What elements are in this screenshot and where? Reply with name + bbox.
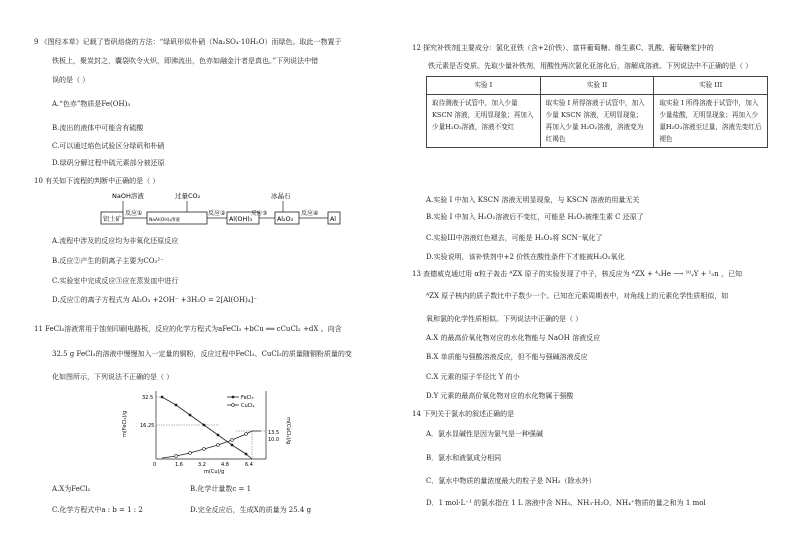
tick-6-4: 6.4: [245, 462, 253, 468]
tick-10-0: 10.0: [268, 437, 280, 443]
q13-line2: ᴬZX 原子核内的质子数比中子数少一个。已知在元素周期表中，对角线上的元素化学性质相似，如: [426, 292, 729, 300]
q13-option-a: A.X 的最高价氧化物对应的水化物能与 NaOH 溶液反应: [426, 334, 601, 342]
header-exp1: 实验 I: [427, 77, 541, 95]
q10-option-b: B.反应②产生的阴离子主要为CO₃²⁻: [52, 257, 164, 265]
q13-option-d: D.Y 元素的最高价氧化物对应的水化物属于强酸: [426, 392, 574, 400]
arrow2-label: 反应②: [208, 210, 226, 217]
header-exp3: 实验 III: [654, 77, 768, 95]
arrow3-label: 反应③: [251, 211, 268, 217]
q9-option-b: B.流出的液体中可能含有硫酸: [52, 124, 144, 132]
q12-option-a: A.实验 I 中加入 KSCN 溶液无明显现象，与 KSCN 溶液的用量无关: [426, 196, 640, 204]
tick-3-2: 3.2: [198, 462, 206, 468]
ylabel-right: m(CuCl₂)/g: [285, 417, 291, 445]
process-flow-diagram: [95, 190, 395, 234]
tick-1-6: 1.6: [175, 462, 183, 468]
box-al-label: Al: [330, 216, 337, 223]
q9-option-d: D.绿矾分解过程中硫元素部分被还原: [52, 159, 165, 167]
q11-option-c: C.化学方程式中a : b = 1 : 2: [52, 506, 143, 514]
q12-line1: 12 探究补铁剂[主要成分：氯化亚铁（含+2价铁）、富祥葡萄糖、维生素C、乳酸、葡萄糖浆]中的: [412, 44, 714, 52]
tick-32-5: 32.5: [142, 395, 154, 401]
cell-exp3: 取实验 I 所得溶液于试管中，加入少量盐酸，无明显现象；再加入少量H₂O₂溶液至过量，溶液先变红后褪色: [654, 95, 768, 148]
q10-option-a: A.流程中涉及的反应均为非氧化还原反应: [52, 237, 179, 245]
q13-option-b: B.X 单质能与强酸溶液反应，但不能与强碱溶液反应: [426, 353, 588, 361]
tick-13-5: 13.5: [268, 430, 280, 436]
legend-fecl3: FeCl₃: [241, 395, 254, 401]
q10-stem: 10 有关如下流程的判断中正确的是（ ）: [34, 177, 160, 185]
q13-option-c: C.X 元素的原子半径比 Y 的小: [426, 373, 520, 381]
q9-option-c: C.可以通过焰色试验区分绿矾和朴硝: [52, 142, 165, 150]
header-exp2: 实验 II: [540, 77, 654, 95]
box-aloh3-label: Al(OH)₃: [229, 216, 253, 223]
q11-option-b: B.化学计量数c = 1: [190, 485, 252, 493]
q14-option-a: A．氯水显碱性是因为氯气是一种强碱: [426, 430, 544, 438]
q9-line3: 误的是（ ）: [52, 76, 90, 84]
q12-option-c: C.实验III中溶液红色褪去，可能是 H₂O₂将 SCN⁻氧化了: [426, 234, 603, 242]
cell-exp2: 取实验 I 所得溶液于试管中，加入少量 KSCN 溶液，无明显现象；再加入少量 H₂O₂溶液，溶液变为红褐色: [540, 95, 654, 148]
arrow1-label: 反应①: [125, 210, 143, 217]
xlabel: m(Cu)/g: [204, 469, 225, 475]
q11-line1: 11 FeCl₃溶液常用于蚀刻印刷电路板，反应的化学方程式为aFeCl₃ +bCu ══ cCuCl₂ +dX 。向含: [34, 325, 342, 333]
experiment-table: [426, 76, 768, 148]
reagent-naoh: NaOH溶液: [112, 192, 144, 200]
arrow4-label: 反应④: [301, 210, 319, 217]
q9-line2: 铁板上，聚炭封之，囊袋吹令火炽，即沸流出，色赤如融金汁者是真也。”下列说法中错: [52, 57, 319, 65]
q9-option-a: A.“色赤”物质是Fe(OH)₃: [52, 100, 131, 108]
box-naaloh4-label: NaAl(OH)₄溶液: [149, 218, 180, 223]
q13-line1: 13 查德威克通过用 α粒子轰击 ᴬZX 原子的实验发现了中子，核反应为 ᴬZX + ⁴₂He ⟶ ¹⁰ᵧY + ¹₀n ，已知: [412, 270, 743, 278]
q11-option-a: A.X为FeCl₂: [52, 485, 91, 493]
q14-stem: 14 下列关于氯水的叙述正确的是: [412, 410, 515, 418]
q12-option-b: B.实验 I 中加入 H₂O₂溶液后不变红，可能是 H₂O₂被维生素 C 还原了: [426, 213, 644, 221]
reagent-co2: 过量CO₂: [175, 192, 201, 200]
q10-option-d: D.反应①的离子方程式为 Al₂O₃ +2OH⁻ +3H₂O = 2[Al(OH)₄]⁻: [52, 296, 258, 304]
q14-option-d: D．1 mol·L⁻¹ 的氯水指在 1 L 溶液中含 NH₃、NH₃·H₂O、NH₄⁺物质的量之和为 1 mol: [426, 499, 706, 507]
box-al2o3-label: Al₂O₃: [277, 216, 294, 223]
q11-line2: 32.5 g FeCl₃的溶液中慢慢加入一定量的铜粉，反应过程中FeCl₃、CuCl₂的质量随铜粉质量的变: [52, 350, 352, 358]
q12-option-d: D.实验说明，该补铁剂中+2 价铁在酸性条件下才能被H₂O₂氧化: [426, 253, 625, 261]
tick-16-25: 16.25: [140, 423, 155, 429]
tick-origin: 0: [153, 462, 157, 468]
mass-chart: [122, 389, 291, 475]
q14-option-b: B．氯水和液氯成分相同: [426, 454, 502, 462]
q10-option-c: C.实验室中完成反应③应在蒸发皿中进行: [52, 277, 179, 285]
cell-exp1: 取待测液于试管中，加入少量 KSCN 溶液，无明显现象；再加入少量H₂O₂溶液，溶液不变红: [427, 95, 541, 148]
q9-line1: 9 《图经本草》记载了皆矾焙烧的方法：“绿矾形似朴硝（Na₂SO₄·10H₂O）而绿色。取此一物置于: [34, 38, 342, 46]
q11-option-d: D.完全反应后，生成X的质量为 25.4 g: [190, 506, 312, 514]
q12-line2: 铁元素是否变质。先取少量补铁剂，用酸性两次氯化亚溶化后，溶解成溶液。下列说法中不正确的是（ ）: [428, 62, 753, 70]
reagent-cryolite: 冰晶石: [271, 192, 291, 200]
q11-line3: 化如图所示，下列说法不正确的是（ ）: [52, 373, 174, 381]
tick-4-8: 4.8: [221, 462, 229, 468]
q13-line3: 氧和氯的化学性质相似。下列说法中正确的是（ ）: [426, 315, 583, 323]
ylabel-left: m(FeCl₃)/g: [122, 410, 128, 437]
legend-cucl2: CuCl₂: [241, 403, 255, 409]
q14-option-c: C．氯水中物质的量浓度最大的粒子是 NH₃（除水外）: [426, 477, 596, 485]
box-bauxite-label: 铝土矿: [103, 216, 122, 223]
